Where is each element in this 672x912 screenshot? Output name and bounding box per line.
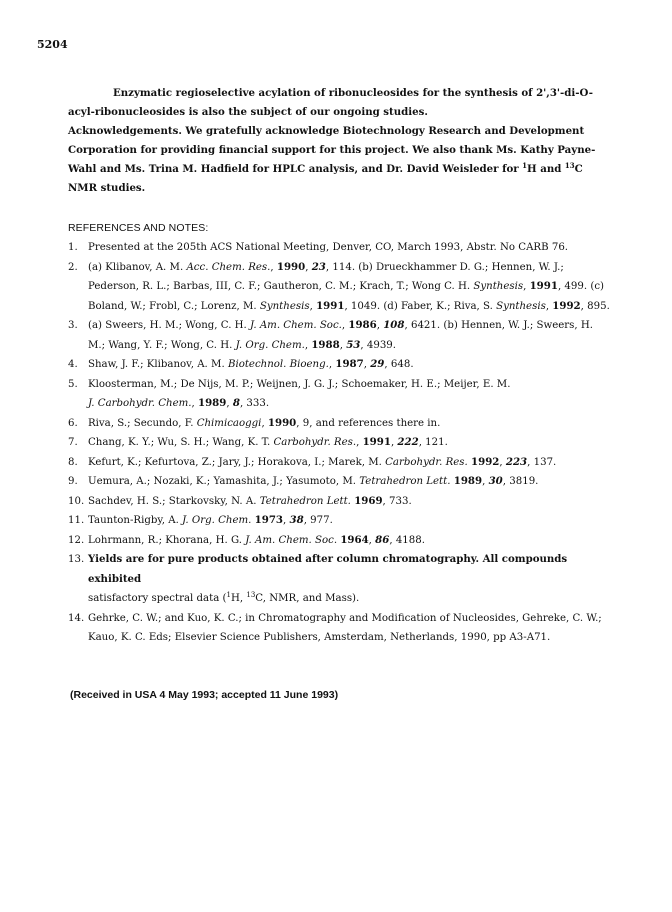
acknowledgements-text-b: H and <box>527 163 565 175</box>
reference-item <box>68 375 613 414</box>
reference-text: Shaw, J. F.; Klibanov, A. M. Biotechnol. Bioeng., 1987, 29, 648. <box>88 358 414 370</box>
acknowledgements-paragraph <box>68 122 608 198</box>
reference-number: 9. <box>68 476 78 487</box>
reference-item <box>68 609 613 648</box>
reference-item <box>68 238 613 258</box>
reference-text: Taunton-Rigby, A. J. Org. Chem. 1973, 38, 977. <box>88 514 333 526</box>
reference-text: (a) Klibanov, A. M. Acc. Chem. Res., 1990, 23, 114. (b) Drueckhammer D. G.; Hennen, W. J.; Pederson, R. L.; Barbas, III, C. F.; Gautheron, C. M.; Krach, T.; Wong C. H. Synthesis, 1991, 499. (c) Boland, W.; Frobl, C.; Lorenz, M. Synthesis, 1991, 1049. (d) Faber, K.; Riva, S. Synthesis, 1992, 895. <box>88 260 610 312</box>
reference-text: (a) Sweers, H. M.; Wong, C. H. J. Am. Chem. Soc., 1986, 108, 6421. (b) Hennen, W. J.; Sweers, H. M.; Wang, Y. F.; Wong, C. H. J. Org. Chem., 1988, 53, 4939. <box>88 319 593 351</box>
reference-number: 7. <box>68 437 78 448</box>
reference-item <box>68 550 613 609</box>
reference-number: 1. <box>68 242 78 253</box>
reference-number: 14. <box>68 612 85 624</box>
reference-text: Gehrke, C. W.; and Kuo, K. C.; in Chromatography and Modification of Nucleosides, Gehreke, C. W.; Kauo, K. C. Eds; Elsevier Science Publishers, Amsterdam, Netherlands, 1990, pp A3-A71. <box>88 612 602 643</box>
reference-item <box>68 472 613 492</box>
references-heading: REFERENCES AND NOTES: <box>68 222 209 234</box>
superscript-13: 13 <box>564 161 575 170</box>
superscript-1: 1 <box>522 161 528 170</box>
reference-text: Uemura, A.; Nozaki, K.; Yamashita, J.; Yasumoto, M. Tetrahedron Lett. 1989, 30, 3819. <box>88 475 539 487</box>
body-paragraph: Enzymatic regioselective acylation of ribonucleosides for the synthesis of 2',3'-di-O-acyl-ribonucleosides is also the subject of our ongoing studies. <box>68 87 593 118</box>
reference-item <box>68 414 613 434</box>
reference-text: Lohrmann, R.; Khorana, H. G. J. Am. Chem. Soc. 1964, 86, 4188. <box>88 533 425 546</box>
reference-item <box>68 355 613 375</box>
reference-text: Kefurt, K.; Kefurtova, Z.; Jary, J.; Horakova, I.; Marek, M. Carbohydr. Res. 1992, 223, 137. <box>88 455 557 468</box>
acknowledgements-heading: Acknowledgements. <box>68 125 182 137</box>
reference-number: 11. <box>68 515 85 526</box>
reference-number: 8. <box>68 456 78 468</box>
received-line: (Received in USA 4 May 1993; accepted 11 June 1993) <box>70 689 339 701</box>
reference-text: Kloosterman, M.; De Nijs, M. P.; Weijnen, J. G. J.; Schoemaker, H. E.; Meijer, E. M. J. Carbohydr. Chem., 1989, 8, 333. <box>88 378 511 409</box>
reference-number: 13. <box>68 554 85 565</box>
reference-number: 6. <box>68 417 78 429</box>
reference-item <box>68 316 613 355</box>
reference-number: 5. <box>68 378 78 390</box>
reference-number: 4. <box>68 359 78 370</box>
reference-item <box>68 258 613 317</box>
reference-text: Yields are for pure products obtained after column chromatography. All compounds exhibited satisfactory spectral data ($^1$H, $^{13}$C, NMR, and Mass). <box>88 553 568 604</box>
reference-item <box>68 511 613 531</box>
reference-item <box>68 492 613 512</box>
reference-number: 2. <box>68 261 78 273</box>
acknowledgements-text-a: We gratefully acknowledge Biotechnology Research and Development Corporation for providing financial support for this project. We also thank Ms. Kathy Payne-Wahl and Ms. Trina M. Hadfield for HPLC analysis, and Dr. David Weisleder for <box>68 125 596 175</box>
reference-text: Sachdev, H. S.; Starkovsky, N. A. Tetrahedron Lett. 1969, 733. <box>88 494 412 507</box>
reference-item <box>68 453 613 473</box>
reference-text: Chang, K. Y.; Wu, S. H.; Wang, K. T. Carbohydr. Res., 1991, 222, 121. <box>88 436 448 448</box>
reference-number: 10. <box>68 495 85 507</box>
reference-text: Presented at the 205th ACS National Meeting, Denver, CO, March 1993, Abstr. No CARB 76. <box>88 242 569 253</box>
page-number: 5204 <box>37 38 68 51</box>
reference-item <box>68 433 613 453</box>
acknowledgements-text-c: C NMR studies. <box>68 163 583 194</box>
reference-number: 12. <box>68 534 85 546</box>
reference-text: Riva, S.; Secundo, F. Chimicaoggi, 1990, 9, and references there in. <box>88 416 441 429</box>
references-list <box>68 238 613 648</box>
reference-number: 3. <box>68 320 78 331</box>
reference-item <box>68 531 613 551</box>
